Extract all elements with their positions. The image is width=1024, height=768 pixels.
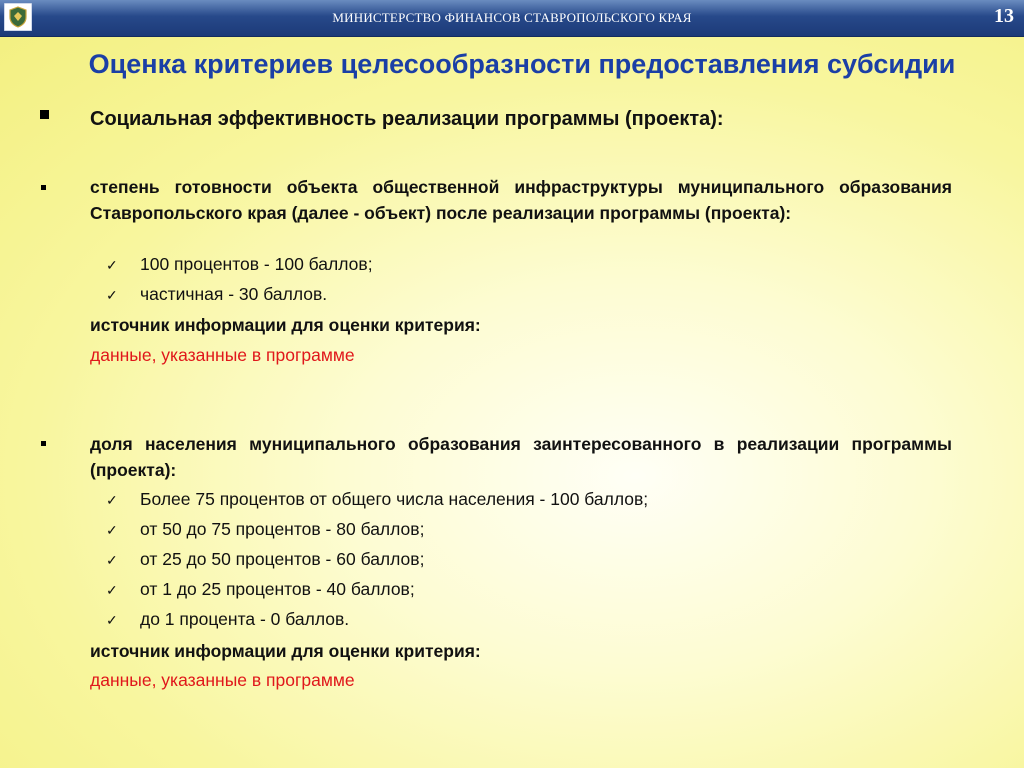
source-value: данные, указанные в программе — [90, 345, 355, 365]
option-label: от 25 до 50 процентов - 60 баллов; — [140, 549, 425, 569]
checkmark-icon: ✓ — [106, 612, 118, 628]
square-bullet-icon — [40, 110, 49, 119]
checkmark-icon: ✓ — [106, 492, 118, 508]
option-label: частичная - 30 баллов. — [140, 284, 328, 304]
option-item — [106, 519, 424, 549]
checkmark-icon: ✓ — [106, 582, 118, 598]
option-label: 100 процентов - 100 баллов; — [140, 254, 373, 274]
option-item — [106, 609, 349, 639]
option-item — [106, 254, 373, 284]
header-bar — [0, 0, 1024, 37]
option-label: от 50 до 75 процентов - 80 баллов; — [140, 519, 425, 539]
source-value: данные, указанные в программе — [90, 670, 355, 690]
option-label: от 1 до 25 процентов - 40 баллов; — [140, 579, 415, 599]
checkmark-icon: ✓ — [106, 522, 118, 538]
criterion-text: степень готовности объекта общественной инфраструктуры муниципального образования Ставропольского края (далее - объект) после реализации программы (проекта): — [90, 177, 952, 223]
page-number: 13 — [994, 5, 1014, 27]
criterion-text: доля населения муниципального образования заинтересованного в реализации программы (проекта): — [90, 434, 952, 480]
source-label: источник информации для оценки критерия: — [90, 641, 481, 661]
section-heading: Социальная эффективность реализации программы (проекта): — [90, 108, 724, 130]
small-square-bullet-icon — [41, 441, 46, 446]
source-label: источник информации для оценки критерия: — [90, 315, 481, 335]
checkmark-icon: ✓ — [106, 552, 118, 568]
small-square-bullet-icon — [41, 185, 46, 190]
option-item — [106, 579, 415, 609]
ministry-header-title: МИНИСТЕРСТВО ФИНАНСОВ СТАВРОПОЛЬСКОГО КРАЯ — [332, 10, 692, 25]
option-item — [106, 284, 327, 314]
checkmark-icon: ✓ — [106, 257, 118, 273]
option-item — [106, 549, 424, 579]
slide-title: Оценка критериев целесообразности предоставления субсидии — [88, 49, 956, 79]
option-item — [106, 489, 648, 519]
option-label: Более 75 процентов от общего числа населения - 100 баллов; — [140, 489, 649, 509]
checkmark-icon: ✓ — [106, 287, 118, 303]
option-label: до 1 процента - 0 баллов. — [140, 609, 350, 629]
